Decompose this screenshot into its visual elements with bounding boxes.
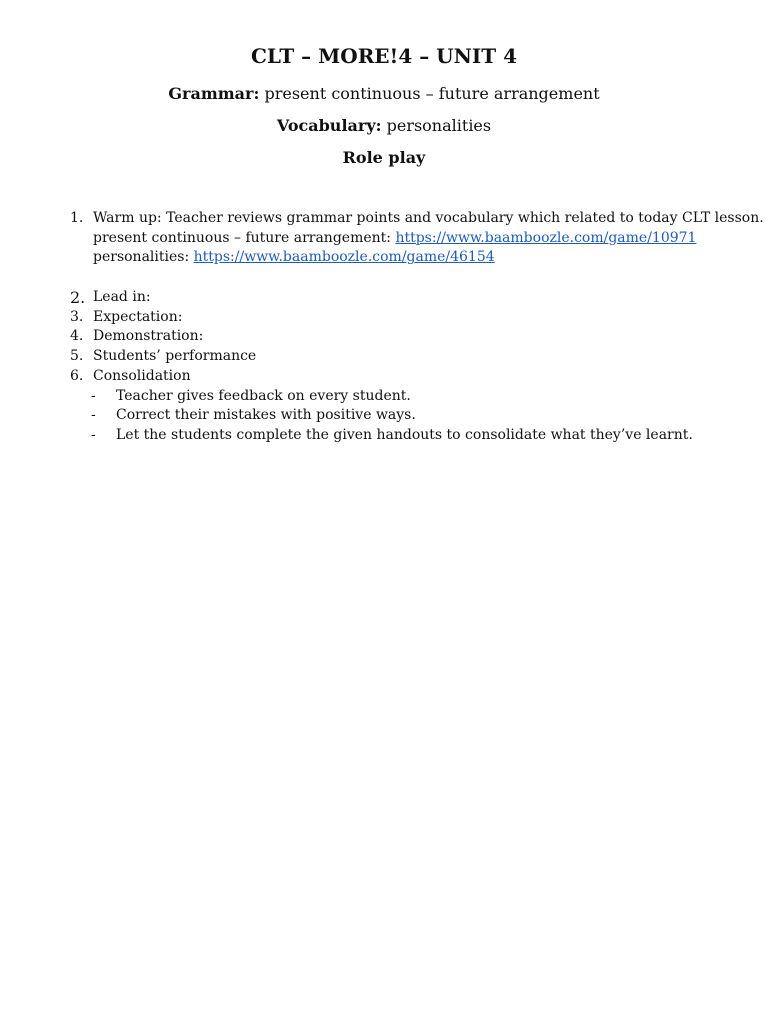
list-item-step3 (70, 308, 750, 328)
personalities-game-link[interactable]: https://www.baamboozle.com/game/46154 (193, 249, 495, 266)
document-title: CLT – MORE!4 – UNIT 4 (250, 44, 518, 68)
personalities-game-label: personalities: (93, 249, 194, 266)
grammar-line (0, 84, 768, 103)
vocabulary-value: personalities (381, 116, 492, 135)
list-item-step1-line2 (70, 229, 750, 249)
list-item-step2 (70, 288, 750, 308)
list-item-bullet (70, 387, 750, 407)
bullet-text: Correct their mistakes with positive ways. (116, 407, 416, 424)
list-item-step6 (70, 367, 750, 387)
step6-text: Consolidation (93, 367, 191, 384)
bullet-dash: - (91, 407, 96, 424)
step1-text: Warm up: Teacher reviews grammar points and vocabulary which related to today CLT lesson. (93, 210, 764, 226)
vocabulary-line (0, 116, 768, 135)
grammar-label: Grammar: (168, 84, 260, 103)
role-play-heading: Role play (342, 148, 426, 167)
list-item-step5 (70, 347, 750, 367)
list-item-bullet (70, 426, 750, 446)
list-number: 2. (70, 288, 86, 307)
list-item-step1 (70, 209, 764, 229)
step4-text: Demonstration: (93, 328, 204, 345)
bullet-text: Let the students complete the given handouts to consolidate what they’ve learnt. (116, 426, 693, 443)
bullet-dash: - (91, 426, 96, 443)
grammar-value: present continuous – future arrangement (259, 84, 600, 103)
list-number: 4. (70, 328, 84, 345)
bullet-text: Teacher gives feedback on every student. (116, 387, 411, 404)
grammar-game-label: present continuous – future arrangement: (93, 229, 396, 246)
step-list-main (70, 288, 750, 446)
step-list-warmup (70, 209, 764, 268)
list-number: 5. (70, 348, 84, 365)
list-item-step4 (70, 327, 750, 347)
list-number: 1. (70, 210, 84, 226)
bullet-dash: - (91, 387, 96, 404)
list-item-bullet (70, 406, 750, 426)
list-item-step1-line3 (70, 248, 750, 268)
list-number: 6. (70, 367, 84, 384)
grammar-game-link[interactable]: https://www.baamboozle.com/game/10971 (395, 229, 697, 246)
step5-text: Students’ performance (93, 348, 257, 365)
step2-text: Lead in: (93, 289, 151, 305)
list-number: 3. (70, 308, 84, 325)
vocabulary-label: Vocabulary: (276, 116, 382, 135)
step3-text: Expectation: (93, 308, 183, 325)
